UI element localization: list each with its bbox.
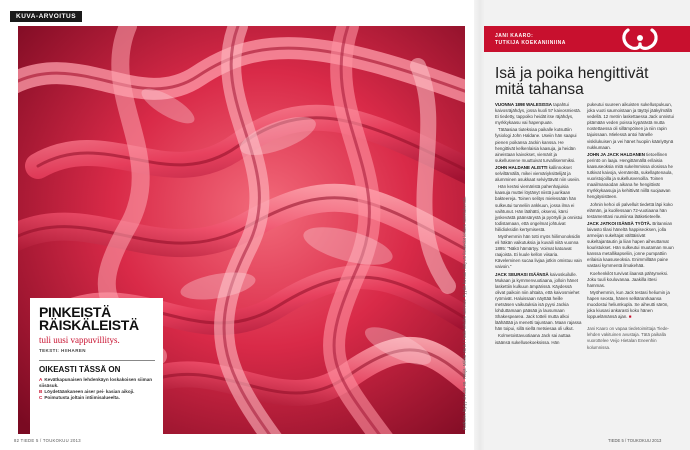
- paragraph-lead: JOHN HALDANE ALISTTI: [495, 164, 548, 170]
- end-mark-icon: ■: [628, 314, 632, 320]
- banner-text: [495, 33, 566, 46]
- banner-author: JANI KAARO:: [495, 33, 534, 39]
- right-page: [484, 0, 690, 450]
- paragraph: [495, 102, 583, 126]
- paragraph: [587, 202, 675, 220]
- caption-title-line-1: PINKEISTÄ: [39, 304, 111, 320]
- folio-left: 82 TIEDE 5 / TOUKOKUU 2013: [14, 438, 81, 443]
- author-note: Jani Kaaro on vapaa tiedetoimittaja Tiede-lehden vakituinen avustaja. Tätä paikalla vuorottelee Veijo Hietalan Eneenhin kolumnissa.: [587, 326, 670, 350]
- answer-letter: A: [39, 377, 43, 382]
- answer-text: Löydetäänkaneen aiser pei- kasian aikoji.: [44, 389, 135, 394]
- paragraph: [587, 221, 675, 270]
- paragraph: [495, 184, 583, 233]
- banner-column-name: TUTKIJA KOEKANIINIINA: [495, 39, 566, 46]
- answer-letter: B: [39, 389, 43, 394]
- photo-credit: Ratkaisu löytyy sivulta 98. Tekijä: Mikko Varis / Tiede-lehden toimitus. Pyydä kuvaan liittyvät lisätiedot lehden toimituksesta.: [462, 196, 467, 430]
- answer-text: Poimutusta joltain intiimisalueelta.: [44, 395, 120, 400]
- paragraph: [587, 152, 675, 201]
- paragraph: [495, 234, 583, 271]
- paragraph-text: pukeutui suureen aikuisten sukelluspukuun, joka vuoti saumoistaan ja täyttyi jääkylmällä vedellä. 12 metrin laskettaessa Jack onnistui pitämään veden poissa kypärästä mutta nostettaessa oli sillämpöinen ja niin rapin tajuissaan. Mielessä antoi hänelle viskilukuisen ja vei hänet huopiin kääriyttynä nukkumaan.: [587, 102, 674, 150]
- caption-answer-a: [39, 377, 155, 389]
- rabbit-logo-icon: [614, 26, 666, 52]
- paragraph-lead: JACK JATKOI ISÄNSÄ TYÖTÄ.: [587, 220, 652, 226]
- caption-answer-c: [39, 395, 155, 401]
- section-label: KUVA-ARVOITUS: [10, 11, 82, 22]
- paragraph-text: tietoellinen perintö on laaja. Hengittämällä erilaisia kaasuseoksia mitä sukelmmissa olosissa he tutkivat kaivoja, viemäreitä, sukellaptenaula, vuoristojoilla ja sukellusvenoilla. Toinen maailmanaodan aikana he hengittivät myrkkykaasuja ja kehittivät niillä suojaavan hengitysistteen.: [587, 151, 673, 200]
- paragraph: [495, 272, 583, 333]
- caption-answer-title: OIKEASTI TÄSSÄ ON: [39, 365, 121, 374]
- paragraph: [495, 127, 583, 164]
- paragraph-text: Johnin kehoi oli palvelluit tiedettä läpi koko elämän, ja kuollessaan 72-vuotiaana hän testamenttasi ruumiinsa lääketieteelle.: [587, 201, 673, 219]
- paragraph: [587, 271, 675, 289]
- page-gutter: [474, 0, 484, 450]
- article-column-right: [587, 102, 675, 352]
- paragraph-text: tapahtui kaivosräjähdys, jossa kuoli 57 kaivosmiestä. Ei tiedetty, tappoiko heidät itse räjähdys, myrkkykaasu vai hapenpuute.: [495, 102, 581, 126]
- caption-answer-list: [39, 377, 155, 401]
- caption-byline: TEKSTI: HIIHAREN: [39, 348, 86, 353]
- paragraph: [587, 290, 675, 320]
- paragraph: [587, 102, 675, 151]
- paragraph: [495, 333, 583, 345]
- answer-letter: C: [39, 395, 43, 400]
- column-banner: [484, 26, 690, 52]
- paragraph-text: Kolmetoistavuotiaana Jack sai auttaa isäänsä sukellusekoeksissa. Hän: [495, 333, 571, 345]
- paragraph-text: kallinnokset selviltämällä, mikei viemäriyksittelijät ja alumminen asukkaat selviyttävät niin useiin.: [495, 164, 581, 183]
- paragraph-text: Tätäasiaa tiuteksiaa paikalle kutsuttiin fysiologi John Haldane. Useiin hän saapui pienen poikansa Jackin kanssa. He hengittivät kelkenlaisia kaasuja, ja heidän aineistaan kaivokset, viemärit ja sukellusvene muuttuivat turvallisemmiksi.: [495, 127, 577, 163]
- paragraph-text: Koehenkilöt turvivat ilaansä pähtymeksi. Joku tuuli kouluvanaa. Jaakilla ittesi hammas.: [587, 270, 669, 288]
- paragraph-lead: VUONNA 1898 WALESISSA: [495, 102, 552, 107]
- paragraph-text: Hän keräsi viemäristä pahenhajuisia kaasuja muttei löytänyt niistä juurikaan bakteereja. Toinen selitys mielessään hän sulkeutui tunneliin ankkuun, jossa ilma ei vaihtunut. Hän läähätti, oksensi, kärsi jyskevästä päänsärystä ja pyörtyili ja onnistui todistamaan, että ongelmat johtuivat hiilidioksidin kertymisestä.: [495, 184, 583, 232]
- paragraph-text: Britannian laivasto tilasi häneltä happiseoksen, jolla armeijan sukeltajat välttäisivät sukeltajantautin ja liian hapen aiheuttamat kouristukset. Hän sulkeutui muutaman muun kanssa metallikapseliin, jonne pumpattiin erilaisia kaasuseoksia. Enimmillään paine vastasi kymmentä ilmakehää.: [587, 220, 674, 269]
- caption-subtitle: tuli uusi vappuvillitys.: [39, 335, 120, 345]
- paragraph-lead: JACK SEURASI ISÄÄNSÄ: [495, 271, 549, 277]
- paragraph-text: kaivoskuilulle. Mukaan ja kymmenvuotiaana, jolloin hänet laskettiin kulkuun ämpärissä. Käydessä olivat paikoin niin ahtaita, että kaivosmiehet ryömivät. Haluissaan näyttää heille metsäsen vaikutuksia isä pyysi Jackia lohduttamaan pääsää ja lausumaan Shakespearea. Jack totteli mutta alkoi läähättää ja menetti tajuntaan. Maan rajassa hän toipui, sillä siellä metsiesaa oli ulkut.: [495, 271, 582, 332]
- article-column-left: [495, 102, 583, 347]
- paragraph-text: Myöhemmin hän totti myös hiilimonoksidin eli häkän vaikutuksia ja kuvaili niitä vuonna 1895: "Näkö hämärtyy. Voimat katoavat raajoista. Ei kuule kellon viisaria. Käveleminen sucaa livjaa jotkin omistuu vain vaivoin.": [495, 233, 582, 270]
- caption-divider: [39, 360, 155, 361]
- paragraph-lead: JOHN JA JACK HALDANEN: [587, 151, 645, 157]
- answer-text: Kevätkapunaisen lehdenkäyn loskakoisen siiman siisäsuk.: [39, 377, 153, 388]
- paragraph-text: Myöhemmin, kun Jack testasi heliumin ja hapen seosta, hänen selkäranrkaansa muodostui heliumkupla. Se aiheutti särön, joka kiusasi ankarasti koko hänen loppuelämänsä ajan.: [587, 289, 670, 320]
- paragraph: [495, 165, 583, 183]
- folio-right: TIEDE 5 / TOUKOKUU 2013: [608, 438, 662, 443]
- caption-title: [39, 306, 155, 332]
- caption-box: [30, 298, 163, 434]
- article-title: Isä ja poika hengittivät mitä tahansa: [495, 65, 649, 98]
- caption-title-line-2: RÄISKÄLEISTÄ: [39, 317, 139, 333]
